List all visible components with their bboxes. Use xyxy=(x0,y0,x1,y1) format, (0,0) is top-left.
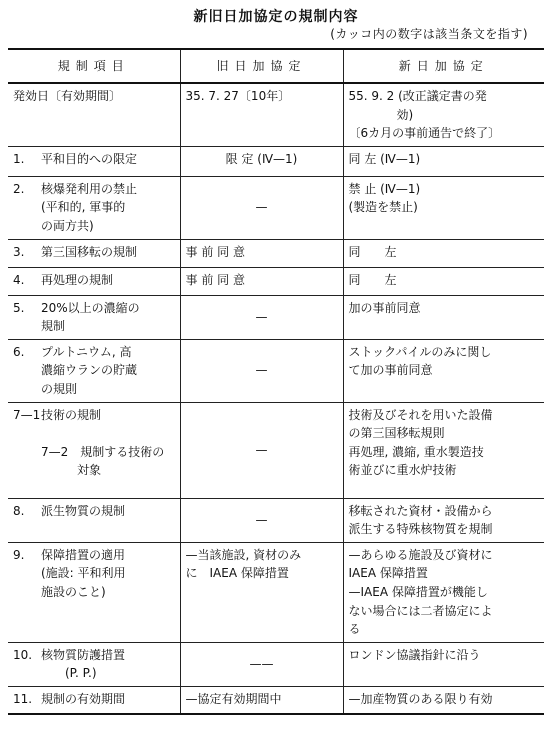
item-line: 核物質防護措置 xyxy=(41,647,126,662)
new-line: ない場合には二者協定によ xyxy=(348,603,493,618)
old-line: 事 前 同 意 xyxy=(185,272,245,287)
old-line: —協定有効期間中 xyxy=(185,691,282,706)
table-row xyxy=(8,83,544,146)
new-line: 禁 止 (Ⅳ—1) xyxy=(348,181,421,196)
cell-item xyxy=(8,498,180,542)
item-line: 規制の有効期間 xyxy=(41,691,126,706)
cell-new xyxy=(343,295,544,339)
header-new: 新日加協定 xyxy=(343,49,544,83)
item-line: 対象 xyxy=(41,463,102,478)
item-line: 規制 xyxy=(41,319,66,334)
cell-item xyxy=(8,146,180,176)
new-line: ロンドン協議指針に沿う xyxy=(348,647,481,662)
table-header-row xyxy=(8,49,544,83)
cell-item xyxy=(8,642,180,686)
cell-new xyxy=(343,239,544,267)
item-line: 20%以上の濃縮の xyxy=(41,300,140,315)
table-row xyxy=(8,146,544,176)
page-subtitle: (カッコ内の数字は該当条文を指す) xyxy=(330,27,528,41)
old-line: 事 前 同 意 xyxy=(185,244,245,259)
cell-old xyxy=(180,339,343,402)
item-line: の両方共) xyxy=(41,218,94,233)
new-line: —あらゆる施設及び資材に xyxy=(348,547,493,562)
cell-item xyxy=(8,83,180,146)
new-line: 再処理, 濃縮, 重水製造技 xyxy=(348,444,484,459)
item-number: 3. xyxy=(13,244,25,259)
new-line: 移転された資材・設備から xyxy=(348,503,493,518)
table-row xyxy=(8,498,544,542)
new-line: 加の事前同意 xyxy=(348,300,421,315)
old-line: 35. 7. 27〔10年〕 xyxy=(185,89,291,103)
item-line: 再処理の規制 xyxy=(41,272,114,287)
cell-old xyxy=(180,542,343,642)
table-row xyxy=(8,295,544,339)
cell-item xyxy=(8,239,180,267)
item-line: (P. P.) xyxy=(41,666,97,681)
item-text xyxy=(41,343,175,399)
header-item: 規制項目 xyxy=(8,49,180,83)
item-number: 11. xyxy=(13,691,33,706)
new-line: 派生する特殊核物質を規制 xyxy=(348,522,493,537)
new-line: ストックパイルのみに関し xyxy=(348,344,492,359)
old-line: 限 定 (Ⅳ—1) xyxy=(225,151,298,166)
old-line: —— xyxy=(249,656,274,671)
cell-new xyxy=(343,83,544,146)
new-line: 術並びに重水炉技術 xyxy=(348,463,457,478)
new-line: 〔6カ月の事前通告で終了〕 xyxy=(348,126,501,141)
item-text xyxy=(41,690,175,709)
cell-old xyxy=(180,176,343,239)
item-text xyxy=(41,299,175,336)
item-line: (施設: 平和利用 xyxy=(41,566,126,581)
new-line: 同 左 xyxy=(348,244,397,259)
item-line: (平和的, 軍事的 xyxy=(41,200,126,215)
table-row xyxy=(8,402,544,498)
table-row xyxy=(8,267,544,295)
item-text xyxy=(13,87,175,106)
table-row xyxy=(8,176,544,239)
new-line: て加の事前同意 xyxy=(348,363,433,378)
cell-old xyxy=(180,642,343,686)
cell-item xyxy=(8,295,180,339)
new-line: 55. 9. 2 (改正議定書の発 xyxy=(348,89,487,103)
new-line: IAEA 保障措置 xyxy=(348,566,428,581)
table-row xyxy=(8,642,544,686)
item-line: 7—2 規制する技術の xyxy=(41,444,165,459)
cell-new xyxy=(343,642,544,686)
item-number: 7—1 xyxy=(13,407,41,422)
cell-old xyxy=(180,146,343,176)
table-row xyxy=(8,339,544,402)
item-line: 派生物質の規制 xyxy=(41,503,126,518)
item-text xyxy=(41,406,175,480)
old-line: — xyxy=(255,512,268,527)
cell-old xyxy=(180,498,343,542)
new-line: 同 左 (Ⅳ—1) xyxy=(348,151,421,166)
old-line: — xyxy=(255,309,268,324)
item-line: 保障措置の適用 xyxy=(41,547,126,562)
item-number: 2. xyxy=(13,181,25,196)
regulation-table xyxy=(8,48,544,715)
cell-new xyxy=(343,686,544,714)
new-line: る xyxy=(348,622,361,637)
item-number: 6. xyxy=(13,344,25,359)
item-text xyxy=(41,546,175,602)
item-number: 1. xyxy=(13,151,25,166)
cell-new xyxy=(343,176,544,239)
cell-new xyxy=(343,146,544,176)
old-line: — xyxy=(255,200,268,215)
cell-old xyxy=(180,239,343,267)
cell-item xyxy=(8,339,180,402)
new-line: 効) xyxy=(348,107,414,122)
item-number: 5. xyxy=(13,300,25,315)
new-line: (製造を禁止) xyxy=(348,200,418,215)
table-body xyxy=(8,83,544,714)
table-row xyxy=(8,239,544,267)
table-row xyxy=(8,686,544,714)
item-line: 核爆発利用の禁止 xyxy=(41,181,138,196)
table-row xyxy=(8,542,544,642)
new-line: の第三国移転規則 xyxy=(348,426,445,441)
old-line: に IAEA 保障措置 xyxy=(185,566,289,581)
new-line: —IAEA 保障措置が機能し xyxy=(348,584,488,599)
item-text xyxy=(41,502,175,521)
cell-old xyxy=(180,402,343,498)
item-line: の規則 xyxy=(41,381,78,396)
item-line xyxy=(41,424,175,443)
cell-item xyxy=(8,686,180,714)
item-line: プルトニウム, 高 xyxy=(41,344,132,359)
item-text xyxy=(41,150,175,169)
item-text xyxy=(41,646,175,683)
item-text xyxy=(41,271,175,290)
cell-new xyxy=(343,402,544,498)
item-line: 平和目的への限定 xyxy=(41,151,138,166)
cell-old xyxy=(180,686,343,714)
cell-item xyxy=(8,402,180,498)
cell-new xyxy=(343,542,544,642)
old-line: —当該施設, 資材のみ xyxy=(185,547,302,562)
cell-new xyxy=(343,498,544,542)
item-line: 技術の規制 xyxy=(41,407,102,422)
new-line: 技術及びそれを用いた設備 xyxy=(348,407,493,422)
new-line: 同 左 xyxy=(348,272,397,287)
cell-item xyxy=(8,176,180,239)
cell-new xyxy=(343,267,544,295)
item-line: 第三国移転の規制 xyxy=(41,244,138,259)
page-title: 新旧日加協定の規制内容 xyxy=(193,9,359,25)
item-line: 施設のこと) xyxy=(41,584,106,599)
item-line: 発効日〔有効期間〕 xyxy=(13,89,122,103)
cell-new xyxy=(343,339,544,402)
header-old: 旧日加協定 xyxy=(180,49,343,83)
cell-item xyxy=(8,267,180,295)
cell-old xyxy=(180,83,343,146)
item-text xyxy=(41,180,175,236)
item-number: 8. xyxy=(13,503,25,518)
item-number: 10. xyxy=(13,647,33,662)
item-line: 濃縮ウランの貯蔵 xyxy=(41,363,138,378)
cell-old xyxy=(180,295,343,339)
item-number: 9. xyxy=(13,547,25,562)
item-text xyxy=(41,243,175,262)
cell-old xyxy=(180,267,343,295)
old-line: — xyxy=(255,363,268,378)
old-line: — xyxy=(255,442,268,457)
new-line: —加産物質のある限り有効 xyxy=(348,691,493,706)
item-number: 4. xyxy=(13,272,25,287)
cell-item xyxy=(8,542,180,642)
